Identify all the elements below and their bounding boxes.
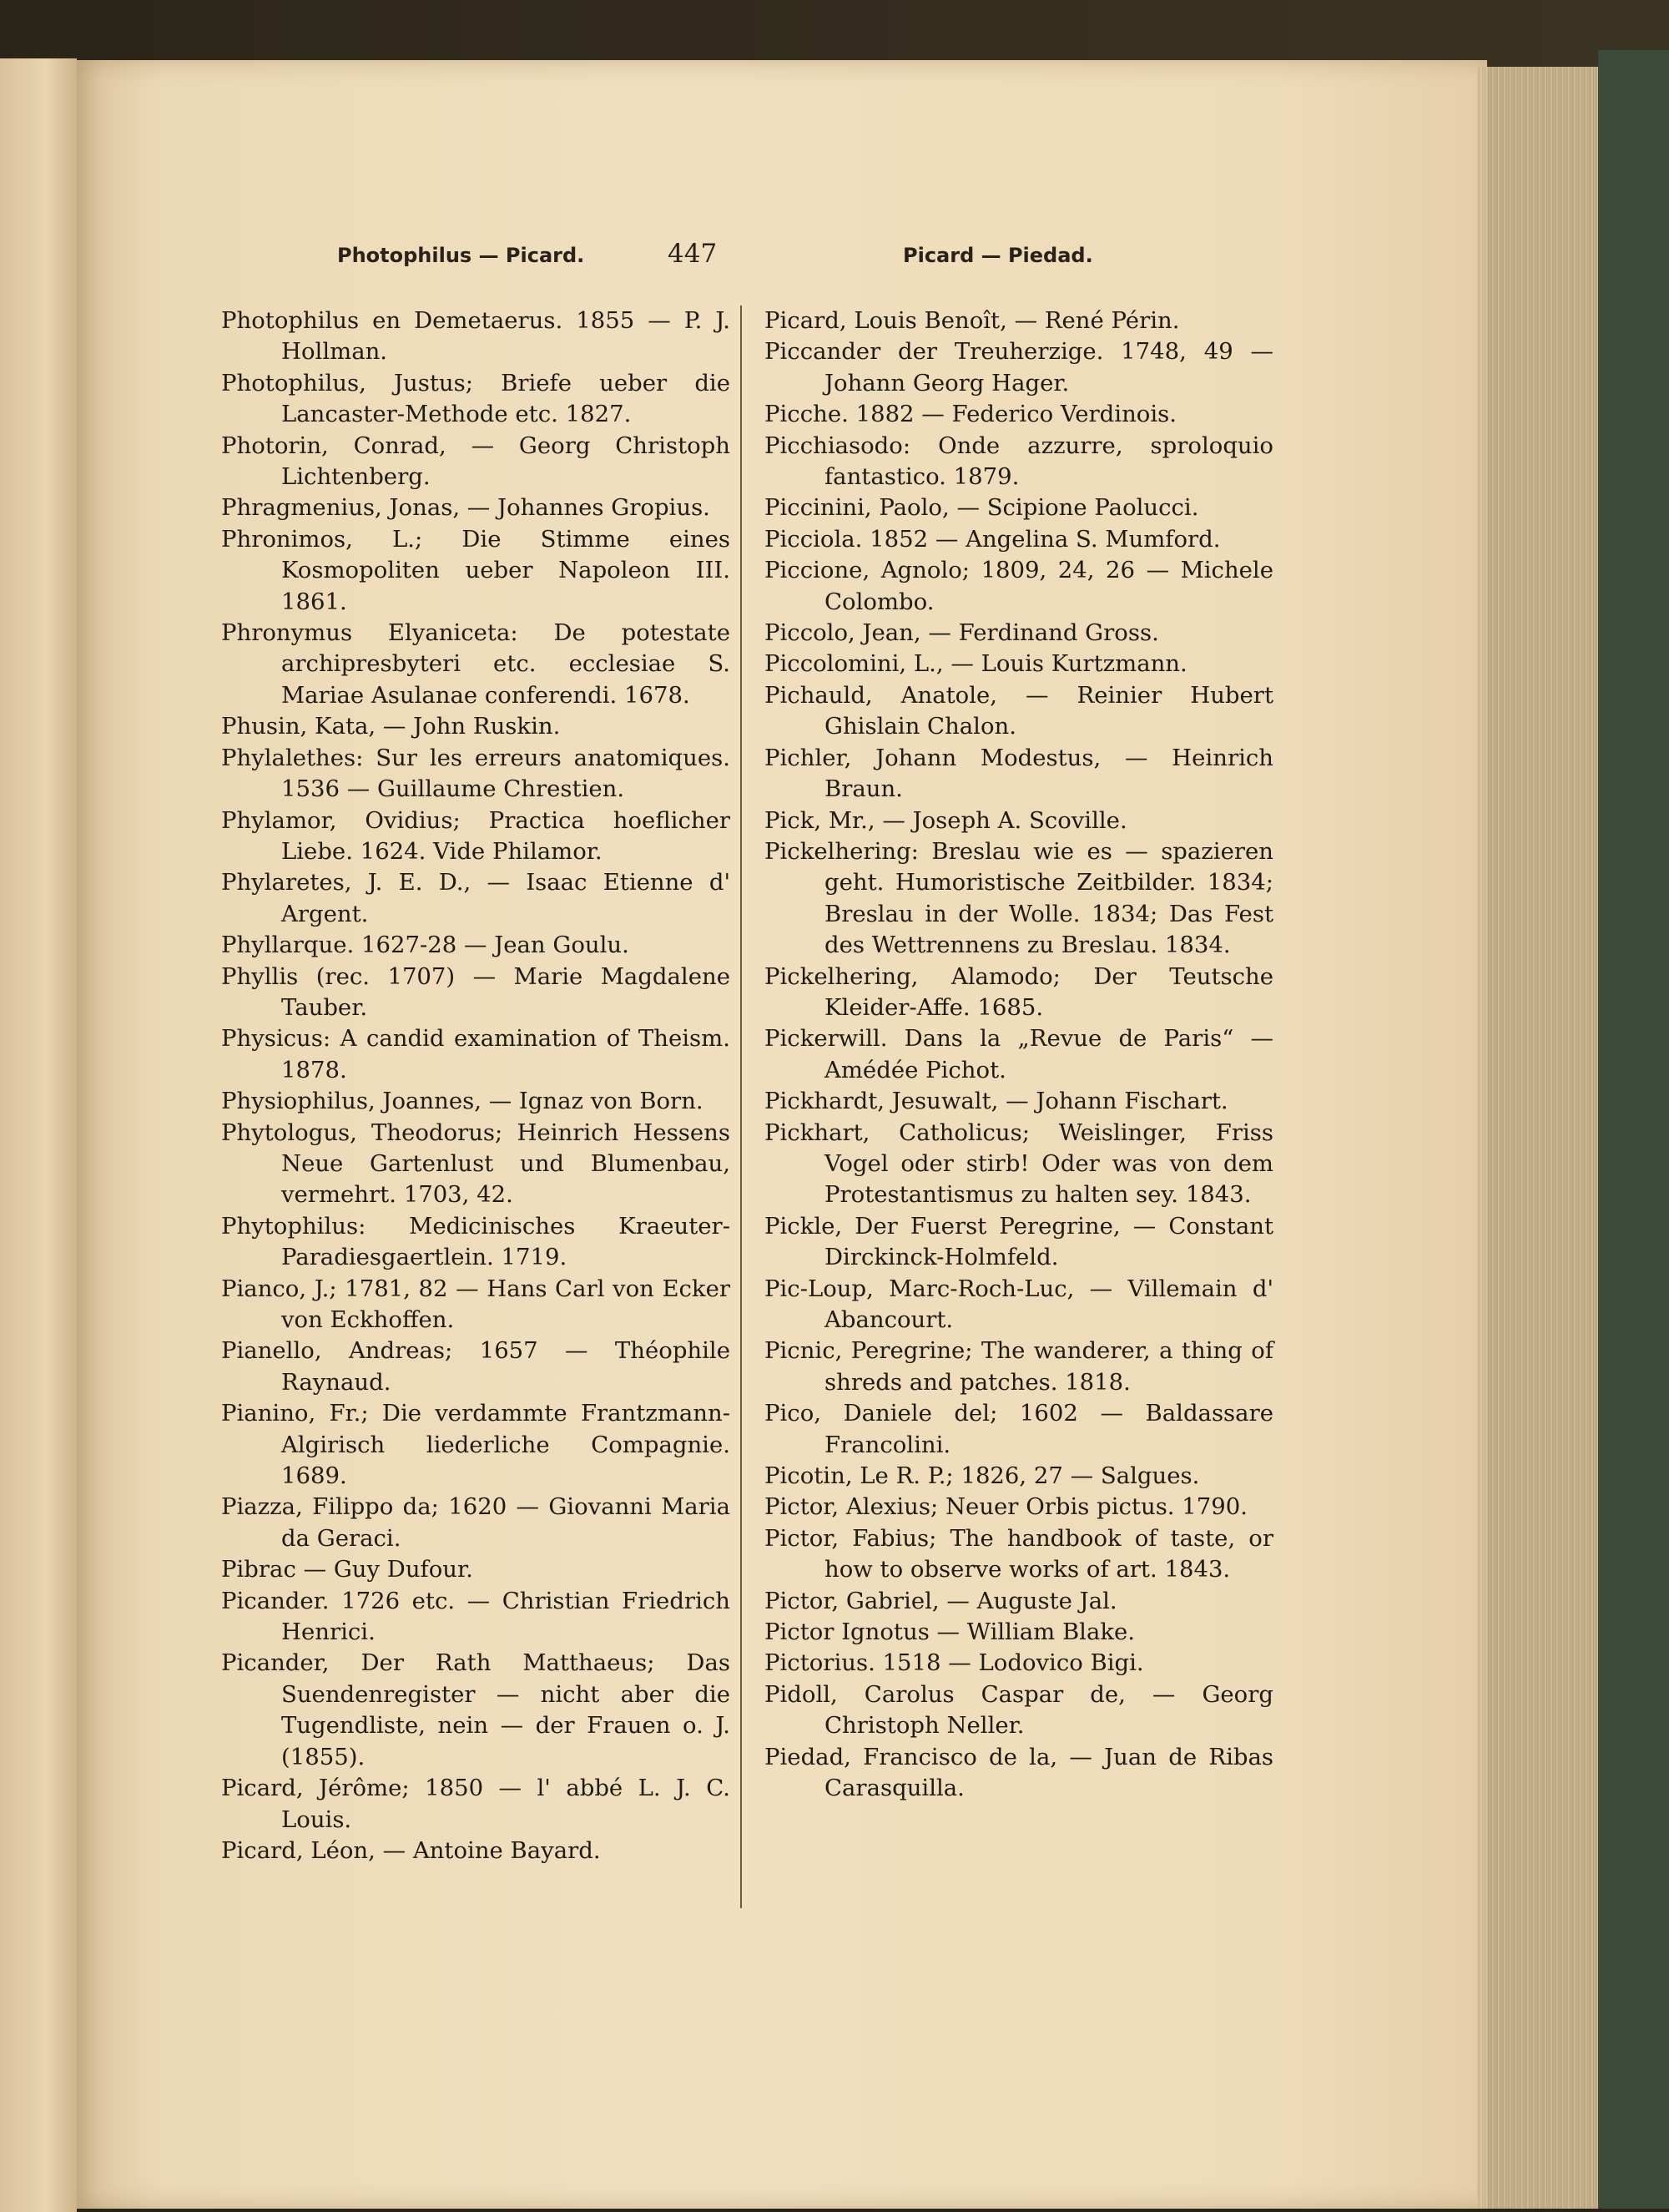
index-entry: Pictor, Fabius; The handbook of taste, or how to observe works of art. 1843. bbox=[764, 1524, 1273, 1583]
index-entry: Photorin, Conrad, — Georg Christoph Lichtenberg. bbox=[221, 432, 730, 491]
index-entry: Pidoll, Carolus Caspar de, — Georg Christoph Neller. bbox=[764, 1680, 1273, 1740]
index-entry: Piccinini, Paolo, — Scipione Paolucci. bbox=[764, 494, 1199, 522]
index-entry: Pibrac — Guy Dufour. bbox=[221, 1556, 473, 1583]
index-entry: Pichauld, Anatole, — Reinier Hubert Ghislain Chalon. bbox=[764, 681, 1273, 740]
index-entry: Picard, Jérôme; 1850 — l' abbé L. J. C. Louis. bbox=[221, 1775, 730, 1833]
index-entry: Pickle, Der Fuerst Peregrine, — Constant Dirckinck-Holmfeld. bbox=[764, 1212, 1273, 1271]
index-entry: Pickhardt, Jesuwalt, — Johann Fischart. bbox=[764, 1088, 1228, 1115]
index-entry: Picciola. 1852 — Angelina S. Mumford. bbox=[764, 525, 1221, 553]
index-entry: Pictor Ignotus — William Blake. bbox=[764, 1619, 1136, 1646]
index-entry: Picard, Louis Benoît, — René Périn. bbox=[764, 307, 1180, 334]
facing-page-edge bbox=[0, 58, 77, 2212]
index-entry: Pickhart, Catholicus; Weislinger, Friss Vogel oder stirb! Oder was von dem Protestantismus zu halten sey. 1843. bbox=[764, 1119, 1273, 1209]
index-entry: Phylaretes, J. E. D., — Isaac Etienne d' Argent. bbox=[221, 869, 730, 927]
index-entry: Pianino, Fr.; Die verdammte Frantzmann-Algirisch liederliche Compagnie. 1689. bbox=[221, 1400, 730, 1490]
running-head-right: Picard — Piedad. bbox=[903, 244, 1093, 267]
index-entry: Phytologus, Theodorus; Heinrich Hessens Neue Gartenlust und Blumenbau, vermehrt. 1703, 42. bbox=[221, 1119, 730, 1209]
index-entry: Piccione, Agnolo; 1809, 24, 26 — Michele Colombo. bbox=[764, 557, 1273, 615]
index-entry: Pickerwill. Dans la „Revue de Paris“ — Amédée Pichot. bbox=[764, 1025, 1273, 1083]
index-entry: Picard, Léon, — Antoine Bayard. bbox=[221, 1836, 601, 1864]
index-entry: Phyllarque. 1627-28 — Jean Goulu. bbox=[221, 932, 629, 959]
index-entry: Phylamor, Ovidius; Practica hoeflicher Liebe. 1624. Vide Philamor. bbox=[221, 806, 730, 865]
index-entry: Piccolo, Jean, — Ferdinand Gross. bbox=[764, 619, 1159, 647]
index-entry: Physicus: A candid examination of Theism. 1878. bbox=[221, 1025, 730, 1083]
index-entry: Pictorius. 1518 — Lodovico Bigi. bbox=[764, 1649, 1144, 1677]
index-entry: Photophilus en Demetaerus. 1855 — P. J. Hollman. bbox=[221, 307, 730, 366]
page-number: 447 bbox=[668, 239, 718, 269]
column-divider bbox=[740, 306, 742, 1908]
index-entry: Phylalethes: Sur les erreurs anatomiques. 1536 — Guillaume Chrestien. bbox=[221, 744, 730, 803]
index-entry: Pickelhering: Breslau wie es — spazieren geht. Humoristische Zeitbilder. 1834; Breslau in der Wolle. 1834; Das Fest des Wettrennens zu Breslau. 1834. bbox=[764, 837, 1273, 959]
left-column bbox=[221, 306, 730, 1866]
index-entry: Phronimos, L.; Die Stimme eines Kosmopoliten ueber Napoleon III. 1861. bbox=[221, 525, 730, 615]
index-entry: Pictor, Gabriel, — Auguste Jal. bbox=[764, 1587, 1117, 1614]
index-entry: Pic-Loup, Marc-Roch-Luc, — Villemain d' Abancourt. bbox=[764, 1275, 1273, 1333]
index-entry: Pictor, Alexius; Neuer Orbis pictus. 1790. bbox=[764, 1493, 1248, 1521]
index-entry: Physiophilus, Joannes, — Ignaz von Born. bbox=[221, 1088, 703, 1115]
index-entry: Pianello, Andreas; 1657 — Théophile Raynaud. bbox=[221, 1337, 730, 1396]
index-entry: Piazza, Filippo da; 1620 — Giovanni Maria da Geraci. bbox=[221, 1493, 730, 1552]
index-entry: Phusin, Kata, — John Ruskin. bbox=[221, 713, 561, 740]
index-entry: Phytophilus: Medicinisches Kraeuter-Paradiesgaertlein. 1719. bbox=[221, 1212, 730, 1271]
index-entry: Pico, Daniele del; 1602 — Baldassare Francolini. bbox=[764, 1400, 1273, 1458]
index-entry: Pianco, J.; 1781, 82 — Hans Carl von Ecker von Eckhoffen. bbox=[221, 1275, 730, 1333]
index-entry: Picander, Der Rath Matthaeus; Das Suendenregister — nicht aber die Tugendliste, nein — der Frauen o. J. (1855). bbox=[221, 1649, 730, 1770]
index-entry: Phronymus Elyaniceta: De potestate archipresbyteri etc. ecclesiae S. Mariae Asulanae conferendi. 1678. bbox=[221, 619, 730, 709]
index-entry: Pichler, Johann Modestus, — Heinrich Braun. bbox=[764, 744, 1273, 803]
index-entry: Pick, Mr., — Joseph A. Scoville. bbox=[764, 806, 1127, 834]
book-cover-edge bbox=[1598, 50, 1669, 2209]
index-entry: Picotin, Le R. P.; 1826, 27 — Salgues. bbox=[764, 1462, 1200, 1490]
index-entry: Phragmenius, Jonas, — Johannes Gropius. bbox=[221, 494, 710, 522]
index-entry: Picche. 1882 — Federico Verdinois. bbox=[764, 401, 1177, 428]
index-entry: Picnic, Peregrine; The wanderer, a thing of shreds and patches. 1818. bbox=[764, 1337, 1273, 1396]
index-entry: Phyllis (rec. 1707) — Marie Magdalene Tauber. bbox=[221, 962, 730, 1021]
running-head bbox=[77, 239, 1487, 277]
index-entry: Picchiasodo: Onde azzurre, sproloquio fantastico. 1879. bbox=[764, 432, 1273, 491]
index-entry: Picander. 1726 etc. — Christian Friedrich Henrici. bbox=[221, 1587, 730, 1646]
index-entry: Piccander der Treuherzige. 1748, 49 — Johann Georg Hager. bbox=[764, 338, 1273, 396]
running-head-left: Photophilus — Picard. bbox=[337, 244, 585, 267]
index-entry: Piedad, Francisco de la, — Juan de Ribas Carasquilla. bbox=[764, 1743, 1273, 1802]
page-stack-edges bbox=[1477, 67, 1602, 2209]
index-entry: Pickelhering, Alamodo; Der Teutsche Kleider-Affe. 1685. bbox=[764, 962, 1273, 1021]
right-column bbox=[764, 306, 1273, 1805]
index-entry: Photophilus, Justus; Briefe ueber die Lancaster-Methode etc. 1827. bbox=[221, 369, 730, 428]
index-entry: Piccolomini, L., — Louis Kurtzmann. bbox=[764, 650, 1187, 678]
